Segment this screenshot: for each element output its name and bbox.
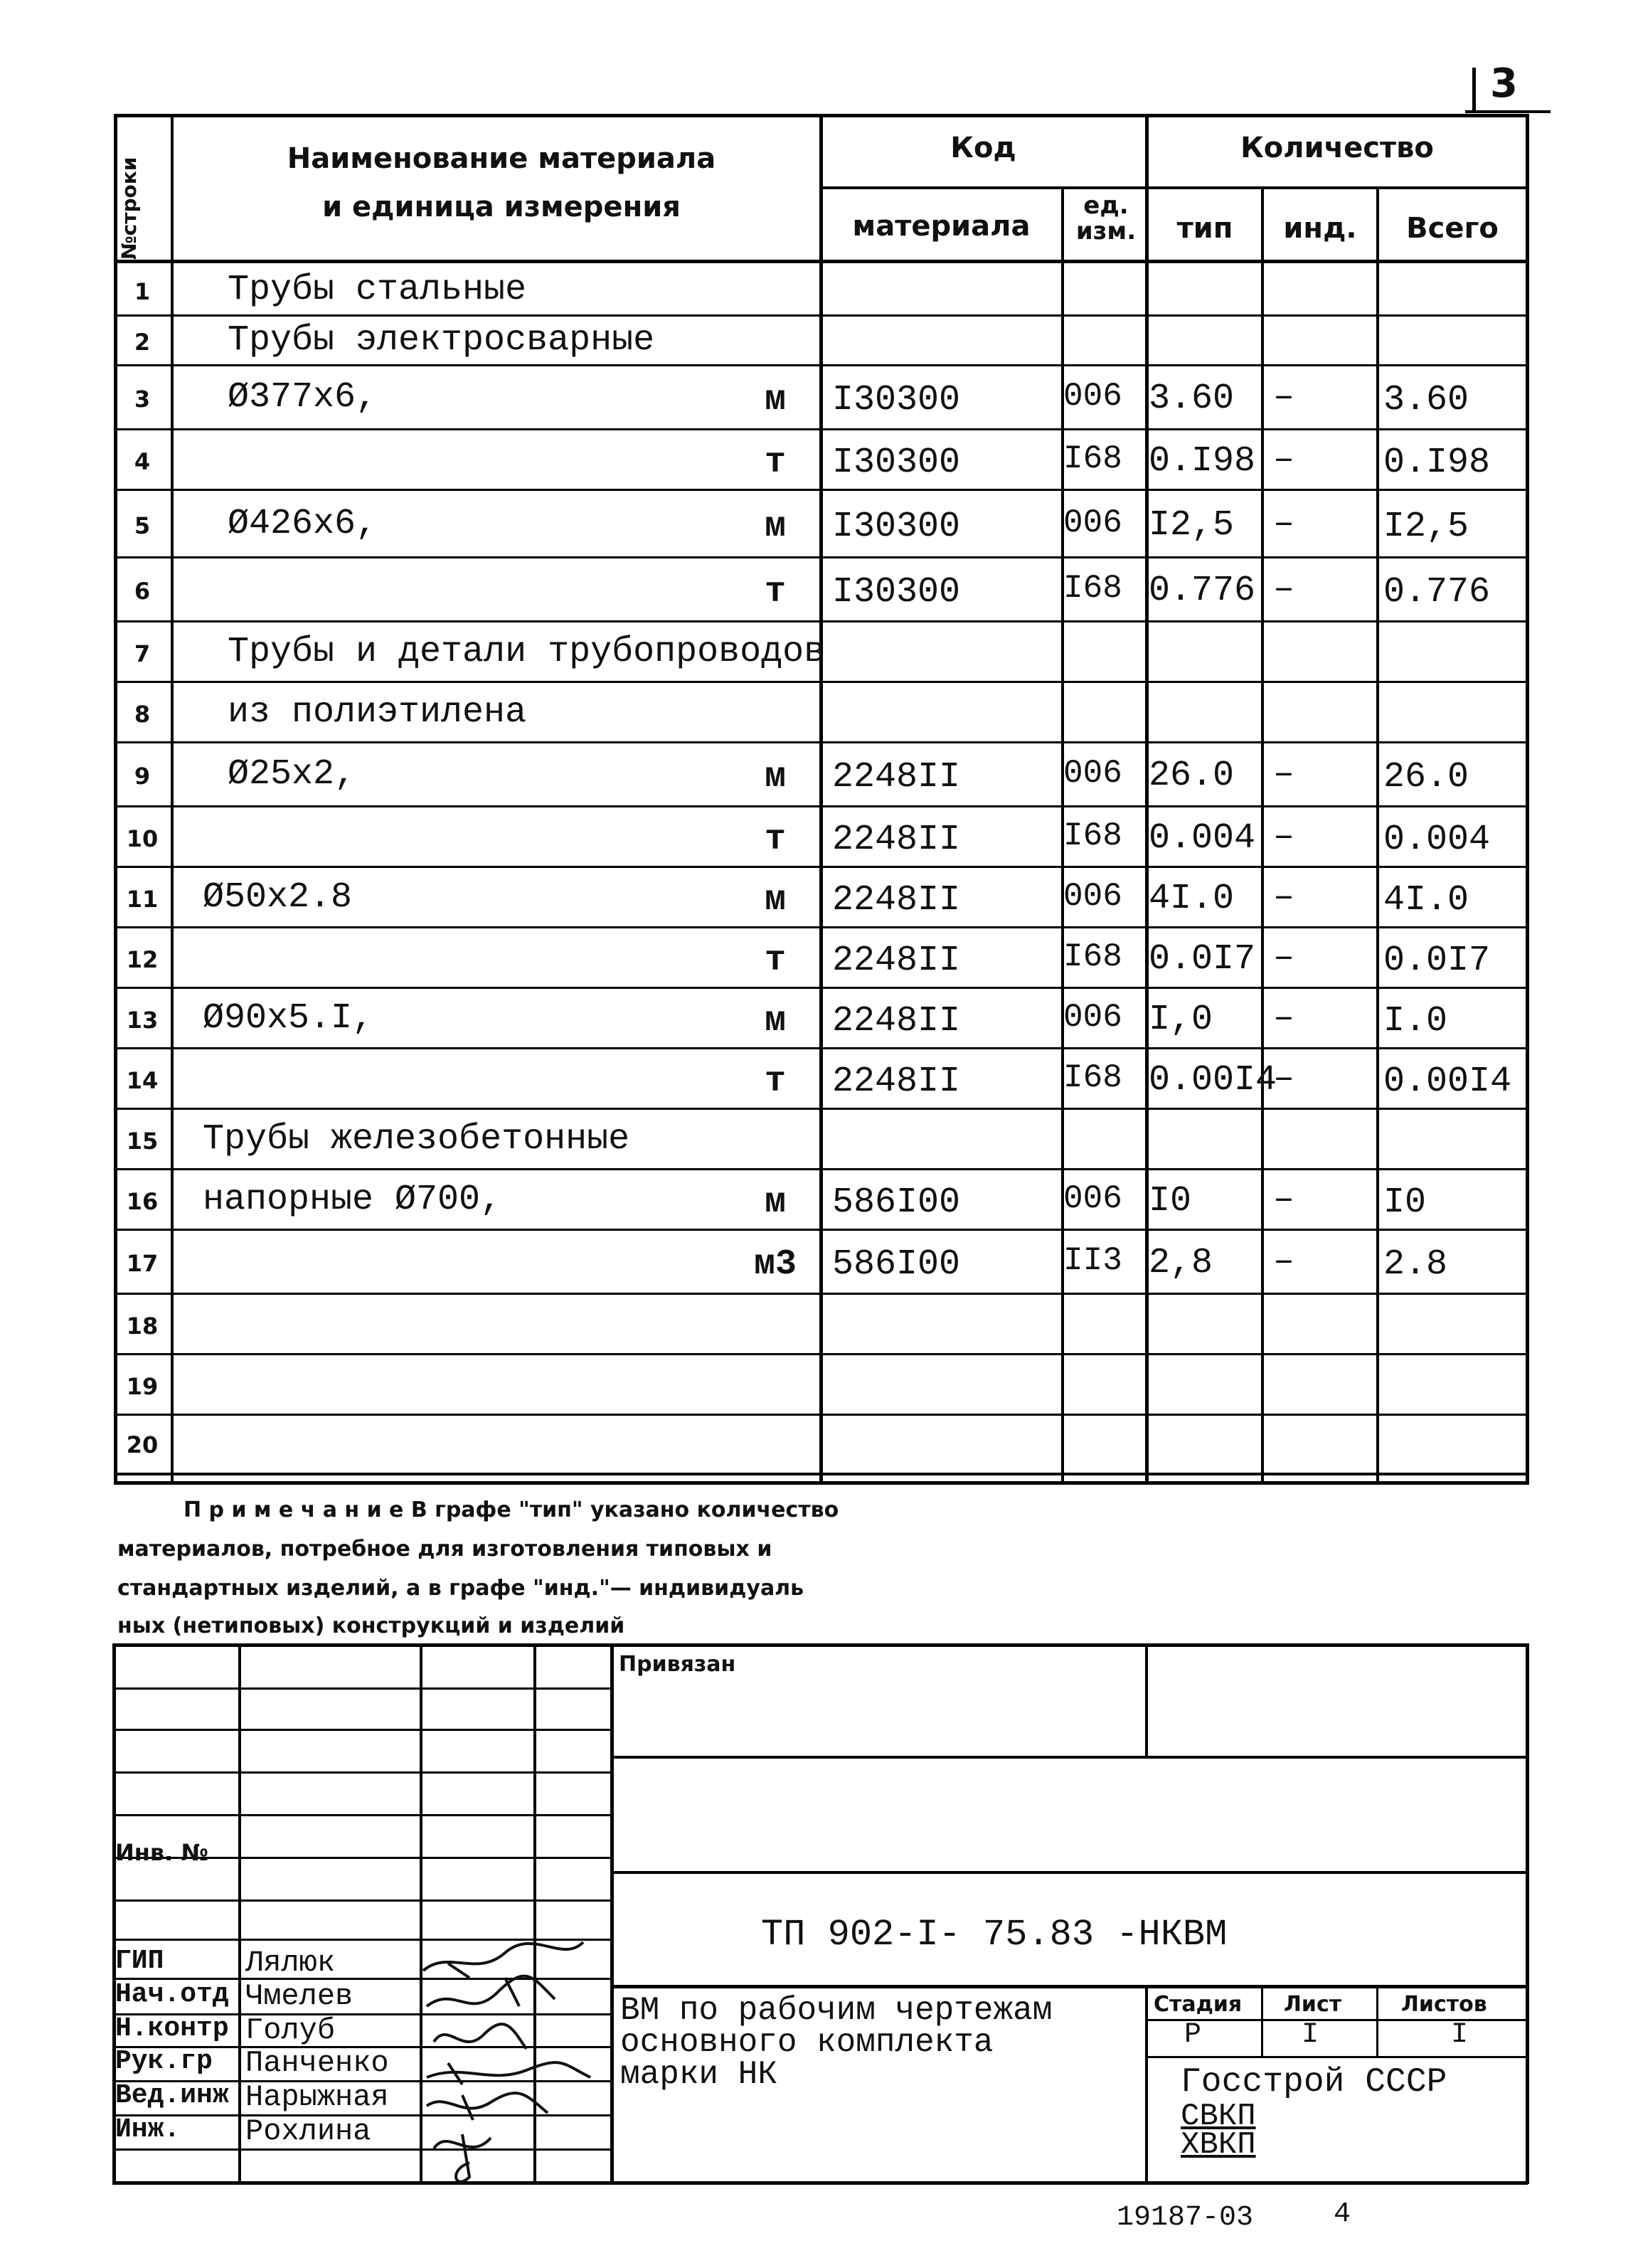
row-number: 3 (134, 386, 151, 413)
row-qty-ind: – (1273, 439, 1295, 480)
header-code-group: Код (950, 132, 1016, 164)
row-material-code: 2248II (832, 940, 961, 981)
row-material-code: 2248II (832, 1061, 961, 1102)
footer-number: 19187-03 (1117, 2202, 1254, 2234)
row-divider (114, 314, 1529, 317)
signature-6 (434, 2134, 491, 2182)
row-qty-total: 2.8 (1383, 1244, 1448, 1285)
row-divider (114, 1168, 1529, 1170)
row-number: 2 (134, 329, 151, 356)
doc-title-line-1: ВМ по рабочим чертежам (620, 1992, 1053, 2029)
page-number-bar (1472, 68, 1476, 110)
row-name: Ø25x2, (228, 754, 356, 795)
row-unit: т (764, 819, 786, 860)
header-qty-type: тип (1176, 212, 1233, 245)
row-number: 11 (126, 885, 159, 913)
row-unit-code: I68 (1063, 570, 1122, 607)
doc-title-line-2: основного комплекта (620, 2024, 994, 2061)
row-material-code: I30300 (832, 506, 961, 547)
row-qty-total: 0.I98 (1383, 442, 1491, 483)
sheet-label: Лист (1284, 1992, 1342, 2017)
header-name-line1: Наименование материала (287, 142, 716, 175)
row-unit-code: 006 (1063, 378, 1122, 415)
signature-2 (427, 1976, 555, 2006)
row-divider (114, 620, 1529, 622)
row-divider (114, 987, 1529, 989)
row-qty-ind: – (1273, 997, 1295, 1039)
row-qty-total: 4I.0 (1383, 879, 1469, 921)
row-name: из полиэтилена (228, 691, 527, 733)
row-divider (114, 1353, 1529, 1355)
row-qty-ind: – (1273, 377, 1295, 418)
header-qty-group: Количество (1240, 132, 1434, 164)
row-unit: м (764, 506, 786, 547)
row-unit-code: I68 (1063, 440, 1122, 477)
row-material-code: I30300 (832, 572, 961, 613)
row-number: 15 (126, 1127, 159, 1155)
row-qty-type: 26.0 (1149, 756, 1235, 796)
row-qty-type: I2,5 (1149, 504, 1235, 546)
row-material-code: I30300 (832, 380, 961, 420)
row-unit: т (764, 1061, 786, 1102)
row-unit: м (764, 757, 786, 797)
row-unit-code: 006 (1063, 998, 1122, 1036)
header-rownum: №строки (117, 157, 141, 260)
row-name: Ø50x2.8 (203, 876, 353, 918)
doc-code: ТП 902-I- 75.83 -НКВМ (761, 1914, 1228, 1956)
row-qty-total: 0.0I7 (1383, 940, 1491, 981)
row-divider (114, 866, 1529, 868)
org-line-2: СВКП (1181, 2099, 1256, 2134)
row-unit: м (764, 1182, 786, 1223)
row-qty-ind: – (1273, 937, 1295, 978)
row-name: Трубы стальные (228, 269, 527, 310)
signer-name: Лялюк (245, 1946, 336, 1980)
signer-name: Нарыжная (245, 2080, 389, 2114)
row-name: Трубы электросварные (228, 320, 655, 361)
row-qty-total: 0.004 (1383, 819, 1491, 860)
doc-title-line-3: марки НК (620, 2056, 777, 2093)
row-number: 13 (126, 1006, 159, 1034)
row-qty-type: 3.60 (1149, 378, 1235, 419)
row-material-code: 586I00 (832, 1244, 961, 1285)
row-qty-total: I0 (1383, 1182, 1427, 1223)
row-name: Ø426x6, (228, 503, 378, 544)
table-bottom-line (114, 1473, 1529, 1475)
row-unit: т (764, 940, 786, 981)
page-number: 3 (1490, 60, 1518, 107)
row-unit: м (764, 1000, 786, 1042)
row-qty-ind: – (1273, 816, 1295, 857)
row-number: 10 (126, 825, 159, 852)
signature-3 (434, 2024, 526, 2049)
row-qty-type: I,0 (1149, 999, 1213, 1040)
row-unit-code: 006 (1063, 1180, 1122, 1217)
header-qty-ind: инд. (1283, 212, 1357, 245)
signer-role: Вед.инж (115, 2080, 229, 2111)
row-qty-total: I2,5 (1383, 506, 1469, 547)
row-divider (114, 681, 1529, 683)
row-unit: м (764, 380, 786, 420)
row-divider (114, 1414, 1529, 1416)
row-unit-code: I68 (1063, 1059, 1122, 1096)
row-number: 5 (134, 512, 151, 539)
row-number: 14 (126, 1066, 159, 1094)
note-line-3: стандартных изделий, а в графе "инд."— индивидуаль (117, 1576, 804, 1601)
signer-name: Чмелев (245, 1979, 353, 2013)
row-divider (114, 926, 1529, 928)
inv-no-label: Инв. № (115, 1839, 208, 1866)
row-qty-type: I0 (1149, 1180, 1192, 1222)
row-divider (114, 1293, 1529, 1295)
footer-sheet: 4 (1334, 2198, 1351, 2230)
row-unit-code: I68 (1063, 938, 1122, 975)
sheets-value: I (1451, 2019, 1469, 2051)
note-line-1: П р и м е ч а н и е В графе "тип" указано количество (184, 1498, 839, 1522)
row-name: Трубы и детали трубопроводов (228, 631, 826, 672)
row-number: 6 (134, 578, 151, 605)
row-name: Трубы железобетонные (203, 1118, 630, 1160)
signer-role: Нач.отд (115, 1979, 229, 2010)
row-number: 1 (134, 277, 151, 305)
row-qty-total: I.0 (1383, 1000, 1448, 1042)
row-number: 16 (126, 1187, 159, 1215)
row-qty-type: 2,8 (1149, 1243, 1213, 1283)
row-unit-code: 006 (1063, 504, 1122, 541)
row-name: напорные Ø700, (203, 1179, 502, 1220)
header-qty-total: Всего (1406, 212, 1499, 245)
row-divider (114, 428, 1529, 430)
row-unit-code: 006 (1063, 755, 1122, 792)
row-number: 19 (126, 1372, 159, 1400)
signature-5 (427, 2093, 548, 2120)
header-code-unit: ед. изм. (1075, 191, 1137, 245)
row-unit: т (764, 572, 786, 613)
row-qty-type: 0.00I4 (1149, 1059, 1277, 1101)
row-qty-ind: – (1273, 1058, 1295, 1099)
signer-name: Голуб (245, 2013, 336, 2047)
row-number: 8 (134, 700, 151, 728)
row-qty-ind: – (1273, 876, 1295, 918)
org-line-3: ХВКП (1181, 2127, 1256, 2163)
row-unit-code: I68 (1063, 817, 1122, 854)
row-qty-ind: – (1273, 1179, 1295, 1220)
row-qty-ind: – (1273, 754, 1295, 795)
row-number: 4 (134, 447, 151, 475)
row-unit: т (764, 442, 786, 483)
row-unit-code: 006 (1063, 877, 1122, 915)
row-divider (114, 489, 1529, 491)
row-qty-ind: – (1273, 569, 1295, 610)
signer-role: Рук.гр (115, 2046, 213, 2077)
org-line-1: Госстрой СССР (1181, 2063, 1447, 2102)
row-number: 18 (126, 1312, 159, 1340)
signature-4 (427, 2062, 590, 2084)
row-number: 12 (126, 945, 159, 973)
privyazan-label: Привязан (619, 1652, 736, 1677)
row-qty-ind: – (1273, 1241, 1295, 1282)
row-unit: м (764, 879, 786, 921)
row-divider (114, 805, 1529, 807)
row-qty-type: 0.0I7 (1149, 938, 1256, 980)
signer-role: ГИП (115, 1946, 164, 1976)
signatures (420, 1935, 605, 2205)
page-number-underline (1465, 110, 1551, 113)
row-qty-type: 0.776 (1149, 571, 1256, 611)
header-code-material: материала (852, 210, 1031, 243)
sheet-value: I (1302, 2019, 1319, 2051)
row-material-code: 2248II (832, 879, 961, 921)
row-qty-type: 0.004 (1149, 817, 1256, 859)
header-name-line2: и единица измерения (322, 191, 681, 223)
row-qty-total: 0.00I4 (1383, 1061, 1512, 1102)
row-material-code: 2248II (832, 819, 961, 860)
row-qty-ind: – (1273, 503, 1295, 544)
sheets-label: Листов (1401, 1992, 1487, 2017)
row-divider (114, 741, 1529, 743)
note-line-2: материалов, потребное для изготовления типовых и (117, 1537, 772, 1562)
row-number: 9 (134, 763, 151, 790)
row-qty-total: 3.60 (1383, 380, 1469, 420)
row-divider (114, 1229, 1529, 1231)
stage-value: Р (1184, 2019, 1202, 2051)
signer-role: Инж. (115, 2114, 181, 2145)
signer-name: Панченко (245, 2046, 389, 2080)
row-divider (114, 364, 1529, 366)
stage-label: Стадия (1154, 1992, 1243, 2017)
row-material-code: 2248II (832, 757, 961, 797)
row-material-code: 586I00 (832, 1182, 961, 1223)
row-qty-type: 4I.0 (1149, 878, 1235, 919)
row-divider (114, 556, 1529, 558)
row-qty-type: 0.I98 (1149, 440, 1256, 482)
row-number: 7 (134, 640, 151, 667)
row-qty-total: 0.776 (1383, 572, 1491, 613)
row-material-code: I30300 (832, 442, 961, 483)
signature-1 (423, 1942, 583, 1978)
row-divider (114, 1047, 1529, 1049)
signer-role: Н.контр (115, 2013, 229, 2044)
row-number: 20 (126, 1431, 159, 1458)
row-number: 17 (126, 1250, 159, 1277)
row-qty-total: 26.0 (1383, 757, 1469, 797)
note-line-4: ных (нетиповых) конструкций и изделий (117, 1613, 625, 1638)
row-name: Ø90x5.I, (203, 997, 374, 1039)
row-divider (114, 1108, 1529, 1110)
row-material-code: 2248II (832, 1000, 961, 1042)
signer-name: Рохлина (245, 2114, 371, 2148)
row-name: Ø377x6, (228, 377, 378, 418)
row-unit-code: II3 (1063, 1242, 1122, 1279)
row-unit: м3 (753, 1244, 797, 1285)
